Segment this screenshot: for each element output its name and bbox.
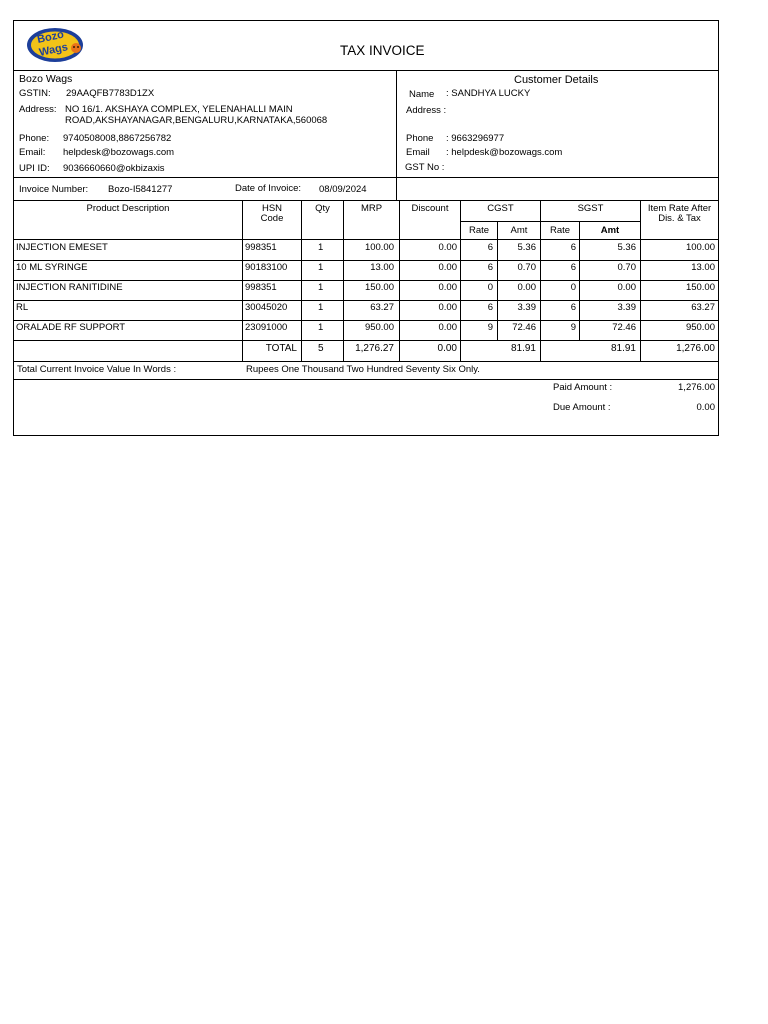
cell-sgst-rate: 9 [570,322,576,333]
cell-sgst-amt: 0.00 [617,282,636,293]
col-item-rate-left [640,200,641,361]
customer-email-label: Email [406,147,430,158]
cell-item-rate: 63.27 [691,302,715,313]
cell-qty: 1 [318,302,324,313]
cell-product: RL [16,302,29,313]
total-mrp: 1,276.27 [355,343,394,354]
divider-sub-header [460,221,640,222]
cell-item-rate: 150.00 [685,282,715,293]
upi-label: UPI ID: [19,163,50,174]
divider-seller-customer [396,70,397,200]
invoice-number-label: Invoice Number: [19,184,89,195]
col-discount-left [399,200,400,361]
divider-table-header [13,239,719,240]
total-discount: 0.00 [437,343,457,354]
total-qty: 5 [318,343,324,354]
divider-invoice-info [13,200,719,201]
cell-sgst-rate: 6 [570,302,576,313]
seller-address-line2: ROAD,AKSHAYANAGAR,BENGALURU,KARNATAKA,560068 [65,115,328,126]
divider-header [13,70,719,71]
customer-name: : SANDHYA LUCKY [446,88,531,99]
divider-words [13,379,719,380]
paid-amount-label: Paid Amount : [553,382,613,393]
seller-email: helpdesk@bozowags.com [63,147,175,158]
cell-discount: 0.00 [438,302,457,313]
cell-mrp: 150.00 [364,282,394,293]
cell-cgst-rate: 6 [487,262,493,273]
words-value: Rupees One Thousand Two Hundred Seventy Six Only. [246,364,480,375]
cell-discount: 0.00 [438,262,457,273]
total-cgst: 81.91 [510,343,536,354]
cell-qty: 1 [318,322,324,333]
cell-cgst-amt: 0.70 [517,262,536,273]
divider-row2 [13,280,719,281]
seller-email-label: Email: [19,147,46,158]
divider-row5 [13,340,719,341]
seller-address-line1: NO 16/1. AKSHAYA COMPLEX, YELENAHALLI MAIN [65,104,293,115]
cell-product: INJECTION EMESET [16,242,108,253]
bozo-wags-logo [26,26,86,64]
seller-address-label: Address: [19,104,57,115]
cell-mrp: 63.27 [370,302,394,313]
cell-sgst-rate: 6 [570,242,576,253]
paid-amount-value: 1,276.00 [678,382,715,393]
cell-mrp: 950.00 [364,322,394,333]
due-amount-value: 0.00 [696,402,715,413]
header-discount: Discount [411,203,449,214]
cell-qty: 1 [318,242,324,253]
invoice-number: Bozo-I5841277 [108,184,173,195]
seller-phone: 9740508008,8867256782 [63,133,172,144]
upi-value: 9036660660@okbizaxis [63,163,165,174]
cell-product: ORALADE RF SUPPORT [16,322,126,333]
cell-discount: 0.00 [438,322,457,333]
words-label: Total Current Invoice Value In Words : [17,364,177,375]
gstin-value: 29AAQFB7783D1ZX [66,88,155,99]
cell-product: INJECTION RANITIDINE [16,282,123,293]
cell-discount: 0.00 [438,242,457,253]
invoice-date: 08/09/2024 [319,184,367,195]
cell-cgst-amt: 72.46 [512,322,536,333]
cell-cgst-amt: 5.36 [517,242,536,253]
header-cgst-rate: Rate [468,225,490,236]
divider-details [13,177,719,178]
seller-phone-label: Phone: [19,133,50,144]
customer-gst-label: GST No : [405,162,445,173]
total-item-rate: 1,276.00 [676,343,715,354]
cell-cgst-rate: 6 [487,302,493,313]
col-mrp-left [343,200,344,361]
cell-cgst-rate: 6 [487,242,493,253]
customer-phone: : 9663296977 [446,133,505,144]
header-mrp: MRP [360,203,383,214]
svg-text:Bozo: Bozo [36,28,65,46]
cell-sgst-amt: 72.46 [612,322,636,333]
cell-hsn: 998351 [245,242,277,253]
svg-text:Wags: Wags [38,41,69,59]
header-sgst: SGST [577,203,604,214]
cell-product: 10 ML SYRINGE [16,262,88,273]
header-item-rate-line1: Item Rate After [647,203,712,214]
cell-hsn: 90183100 [245,262,288,273]
customer-address-label: Address : [406,105,447,116]
header-cgst: CGST [487,203,514,214]
cell-item-rate: 950.00 [685,322,715,333]
header-item-rate-line2: Dis. & Tax [658,213,701,224]
customer-email: : helpdesk@bozowags.com [446,147,563,158]
due-amount-label: Due Amount : [553,402,611,413]
total-sgst: 81.91 [610,343,636,354]
cell-item-rate: 100.00 [685,242,715,253]
divider-total [13,361,719,362]
cell-mrp: 13.00 [370,262,394,273]
cell-qty: 1 [318,282,324,293]
col-qty-left [301,200,302,361]
cell-sgst-rate: 0 [570,282,576,293]
invoice-title: TAX INVOICE [340,43,425,58]
divider-row3 [13,300,719,301]
header-qty: Qty [315,203,330,214]
cell-sgst-rate: 6 [570,262,576,273]
cell-sgst-amt: 3.39 [617,302,636,313]
cell-discount: 0.00 [438,282,457,293]
customer-name-label: Name [409,89,435,100]
cell-cgst-rate: 0 [487,282,493,293]
cell-hsn: 30045020 [245,302,288,313]
header-sgst-amt: Amt [600,225,620,236]
header-cgst-amt: Amt [510,225,528,236]
cell-cgst-rate: 9 [487,322,493,333]
header-hsn-line2: Code [260,213,284,224]
cell-sgst-amt: 0.70 [617,262,636,273]
customer-heading: Customer Details [514,74,599,86]
seller-name: Bozo Wags [19,73,73,85]
divider-row1 [13,260,719,261]
cell-hsn: 23091000 [245,322,288,333]
cell-cgst-amt: 0.00 [517,282,536,293]
header-sgst-rate: Rate [549,225,571,236]
cell-qty: 1 [318,262,324,273]
customer-phone-label: Phone [406,133,434,144]
invoice-date-label: Date of Invoice: [235,183,302,194]
cell-sgst-amt: 5.36 [617,242,636,253]
cell-mrp: 100.00 [364,242,394,253]
cell-item-rate: 13.00 [691,262,715,273]
total-label: TOTAL [265,343,297,354]
gstin-label: GSTIN: [19,88,51,99]
divider-row4 [13,320,719,321]
header-hsn-line1: HSN [261,203,283,214]
cell-cgst-amt: 3.39 [517,302,536,313]
header-product: Product Description [86,203,170,214]
cell-hsn: 998351 [245,282,277,293]
col-hsn-left [242,200,243,361]
